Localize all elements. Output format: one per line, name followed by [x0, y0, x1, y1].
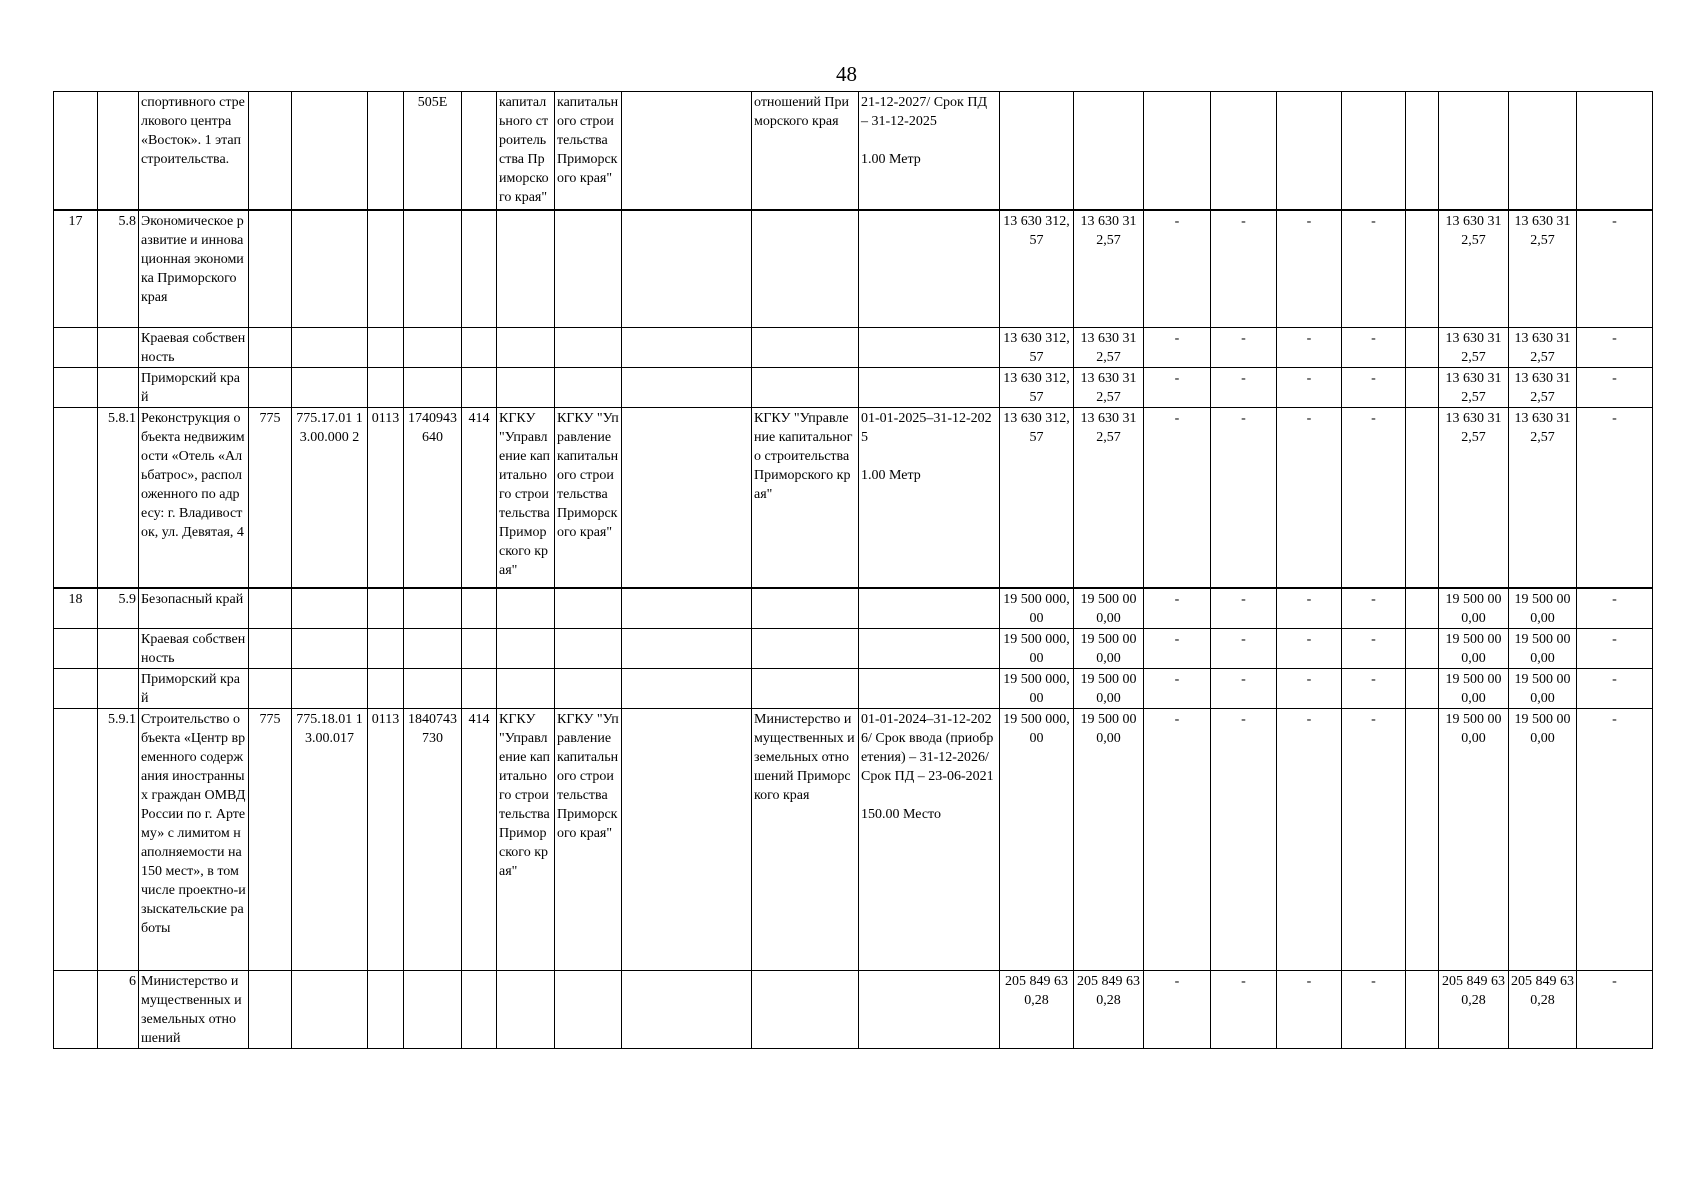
- responsible-body: [752, 328, 859, 368]
- developer: [555, 210, 622, 328]
- amount-year-1: -: [1144, 628, 1211, 668]
- amount-year-1: -: [1144, 668, 1211, 708]
- responsible-body: отношений Приморского края: [752, 92, 859, 210]
- responsible-body: [752, 210, 859, 328]
- amount-year-2: -: [1211, 628, 1277, 668]
- expense-type: [462, 210, 497, 328]
- expense-type: [462, 588, 497, 629]
- dates-text: 01-01-2024–31-12-2026/ Срок ввода (приобретения) – 31-12-2026/ Срок ПД – 23-06-2021: [861, 711, 994, 784]
- responsible-body: [752, 628, 859, 668]
- row-number: [54, 328, 98, 368]
- budget-amount: 13 630 312,57: [1074, 328, 1144, 368]
- blank-cell: [622, 368, 752, 408]
- row-code: 5.9.1: [98, 708, 139, 970]
- developer: КГКУ "Управление капитального строительства Приморского края": [555, 708, 622, 970]
- grbs-code: [249, 588, 292, 629]
- row-code: [98, 668, 139, 708]
- responsible-body: Министерство имущественных и земельных отношений Приморского края: [752, 708, 859, 970]
- blank-cell: [622, 210, 752, 328]
- dates-and-capacity: [859, 92, 1000, 210]
- amount-year-5: 13 630 312,57: [1439, 368, 1509, 408]
- expense-type: [462, 628, 497, 668]
- grbs-code: 775: [249, 708, 292, 970]
- responsible-body: [752, 588, 859, 629]
- amount-year-3: -: [1277, 368, 1342, 408]
- row-number: [54, 408, 98, 588]
- customer: [497, 368, 555, 408]
- total-amount: 13 630 312,57: [1000, 408, 1074, 588]
- blank-cell-2: [1406, 368, 1439, 408]
- dates-and-capacity: [859, 668, 1000, 708]
- responsible-body: КГКУ "Управление капитального строительства Приморского края": [752, 408, 859, 588]
- target-article: [292, 588, 368, 629]
- blank-cell-2: [1406, 210, 1439, 328]
- total-amount: [1000, 92, 1074, 210]
- table-row: [54, 408, 1653, 588]
- kbk-code: [404, 668, 462, 708]
- section-code: 0113: [368, 708, 404, 970]
- amount-year-4: -: [1342, 210, 1406, 328]
- grbs-code: [249, 628, 292, 668]
- budget-amount: 19 500 000,00: [1074, 668, 1144, 708]
- dates-and-capacity: [859, 328, 1000, 368]
- kbk-code: 505Е: [404, 92, 462, 210]
- kbk-code: [404, 210, 462, 328]
- amount-year-3: -: [1277, 328, 1342, 368]
- total-amount: 19 500 000,00: [1000, 588, 1074, 629]
- responsible-body: [752, 668, 859, 708]
- kbk-code: [404, 628, 462, 668]
- section-code: [368, 970, 404, 1048]
- capacity-text: 1.00 Метр: [861, 152, 921, 167]
- responsible-body: [752, 970, 859, 1048]
- dates-and-capacity: [859, 628, 1000, 668]
- amount-year-4: -: [1342, 588, 1406, 629]
- row-code: [98, 368, 139, 408]
- amount-remaining: -: [1577, 210, 1653, 328]
- row-number: 18: [54, 588, 98, 629]
- row-code: 5.9: [98, 588, 139, 629]
- target-article: [292, 970, 368, 1048]
- page-number: 48: [836, 62, 857, 86]
- kbk-code: 1740943640: [404, 408, 462, 588]
- blank-cell: [622, 92, 752, 210]
- row-code: [98, 628, 139, 668]
- blank-cell: [622, 408, 752, 588]
- blank-cell: [622, 708, 752, 970]
- customer: [497, 328, 555, 368]
- developer: [555, 588, 622, 629]
- grbs-code: 775: [249, 408, 292, 588]
- amount-year-4: -: [1342, 708, 1406, 970]
- amount-year-6: 19 500 000,00: [1509, 588, 1577, 629]
- amount-year-4: -: [1342, 408, 1406, 588]
- amount-year-6: 205 849 630,28: [1509, 970, 1577, 1048]
- kbk-code: [404, 368, 462, 408]
- grbs-code: [249, 328, 292, 368]
- amount-year-5: [1439, 92, 1509, 210]
- target-article: [292, 668, 368, 708]
- amount-year-1: -: [1144, 588, 1211, 629]
- dates-and-capacity: [859, 970, 1000, 1048]
- amount-year-2: -: [1211, 708, 1277, 970]
- row-code: 5.8: [98, 210, 139, 328]
- amount-year-4: -: [1342, 368, 1406, 408]
- amount-year-5: 13 630 312,57: [1439, 210, 1509, 328]
- amount-year-3: [1277, 92, 1342, 210]
- object-name: Реконструкция объекта недвижимости «Отель «Альбатрос», расположенного по адресу: г. Владивосток, ул. Девятая, 4: [139, 408, 249, 588]
- amount-year-6: [1509, 92, 1577, 210]
- amount-remaining: -: [1577, 668, 1653, 708]
- budget-amount: 13 630 312,57: [1074, 408, 1144, 588]
- amount-year-2: -: [1211, 588, 1277, 629]
- amount-year-5: 13 630 312,57: [1439, 328, 1509, 368]
- grbs-code: [249, 668, 292, 708]
- customer: КГКУ "Управление капитального строительства Приморского края": [497, 408, 555, 588]
- amount-year-6: 13 630 312,57: [1509, 328, 1577, 368]
- blank-cell: [622, 588, 752, 629]
- amount-year-5: 19 500 000,00: [1439, 588, 1509, 629]
- amount-year-1: -: [1144, 970, 1211, 1048]
- row-code: 5.8.1: [98, 408, 139, 588]
- table-row: [54, 210, 1653, 328]
- section-code: [368, 328, 404, 368]
- customer: [497, 970, 555, 1048]
- budget-amount: 13 630 312,57: [1074, 210, 1144, 328]
- developer: [555, 368, 622, 408]
- amount-year-3: -: [1277, 628, 1342, 668]
- total-amount: 13 630 312,57: [1000, 328, 1074, 368]
- customer: КГКУ "Управление капитального строительства Приморского края": [497, 708, 555, 970]
- blank-cell-2: [1406, 408, 1439, 588]
- blank-cell: [622, 668, 752, 708]
- target-article: [292, 92, 368, 210]
- row-number: [54, 628, 98, 668]
- amount-year-5: 19 500 000,00: [1439, 668, 1509, 708]
- table-row: [54, 628, 1653, 668]
- object-name: Экономическое развитие и инновационная экономика Приморского края: [139, 210, 249, 328]
- blank-cell: [622, 628, 752, 668]
- objects-table: [53, 91, 1653, 1049]
- target-article: [292, 628, 368, 668]
- grbs-code: [249, 368, 292, 408]
- developer: капитального строительства Приморского края": [555, 92, 622, 210]
- blank-cell-2: [1406, 92, 1439, 210]
- amount-year-2: -: [1211, 368, 1277, 408]
- amount-year-5: 205 849 630,28: [1439, 970, 1509, 1048]
- table-row: [54, 708, 1653, 970]
- row-number: [54, 92, 98, 210]
- object-name: Строительство объекта «Центр временного содержания иностранных граждан ОМВД России по г. Артему» с лимитом наполняемости на 150 мест», в том числе проектно-изыскательские работы: [139, 708, 249, 970]
- total-amount: 19 500 000,00: [1000, 668, 1074, 708]
- amount-year-4: -: [1342, 970, 1406, 1048]
- table-row: [54, 92, 1653, 210]
- amount-year-5: 19 500 000,00: [1439, 708, 1509, 970]
- amount-year-6: 19 500 000,00: [1509, 628, 1577, 668]
- table-body: [54, 92, 1653, 1049]
- row-code: [98, 92, 139, 210]
- kbk-code: [404, 588, 462, 629]
- row-code: [98, 328, 139, 368]
- total-amount: 19 500 000,00: [1000, 708, 1074, 970]
- row-number: 17: [54, 210, 98, 328]
- table-row: [54, 588, 1653, 629]
- expense-type: 414: [462, 708, 497, 970]
- target-article: 775.18.01 13.00.017: [292, 708, 368, 970]
- amount-year-1: -: [1144, 368, 1211, 408]
- blank-cell-2: [1406, 970, 1439, 1048]
- object-name: Приморский край: [139, 368, 249, 408]
- total-amount: 13 630 312,57: [1000, 368, 1074, 408]
- budget-amount: 19 500 000,00: [1074, 628, 1144, 668]
- amount-year-1: -: [1144, 328, 1211, 368]
- blank-cell: [622, 970, 752, 1048]
- section-code: [368, 368, 404, 408]
- amount-year-5: 13 630 312,57: [1439, 408, 1509, 588]
- amount-remaining: -: [1577, 328, 1653, 368]
- developer: [555, 628, 622, 668]
- object-name: спортивного стрелкового центра «Восток». 1 этап строительства.: [139, 92, 249, 210]
- target-article: 775.17.01 13.00.000 2: [292, 408, 368, 588]
- customer: [497, 588, 555, 629]
- section-code: [368, 588, 404, 629]
- dates-and-capacity: [859, 368, 1000, 408]
- expense-type: [462, 92, 497, 210]
- amount-remaining: -: [1577, 588, 1653, 629]
- total-amount: 13 630 312,57: [1000, 210, 1074, 328]
- budget-amount: 205 849 630,28: [1074, 970, 1144, 1048]
- amount-remaining: -: [1577, 628, 1653, 668]
- dates-and-capacity: [859, 708, 1000, 970]
- amount-year-6: 13 630 312,57: [1509, 210, 1577, 328]
- target-article: [292, 210, 368, 328]
- dates-text: 21-12-2027/ Срок ПД – 31-12-2025: [861, 95, 988, 129]
- amount-year-6: 13 630 312,57: [1509, 408, 1577, 588]
- capacity-text: 1.00 Метр: [861, 468, 921, 483]
- responsible-body: [752, 368, 859, 408]
- target-article: [292, 328, 368, 368]
- expense-type: 414: [462, 408, 497, 588]
- amount-year-5: 19 500 000,00: [1439, 628, 1509, 668]
- amount-remaining: -: [1577, 408, 1653, 588]
- object-name: Безопасный край: [139, 588, 249, 629]
- developer: [555, 328, 622, 368]
- blank-cell-2: [1406, 668, 1439, 708]
- amount-year-2: -: [1211, 970, 1277, 1048]
- blank-cell-2: [1406, 628, 1439, 668]
- amount-year-2: -: [1211, 408, 1277, 588]
- blank-cell-2: [1406, 328, 1439, 368]
- object-name: Краевая собственность: [139, 628, 249, 668]
- amount-year-1: -: [1144, 408, 1211, 588]
- amount-year-3: -: [1277, 970, 1342, 1048]
- dates-and-capacity: [859, 210, 1000, 328]
- amount-year-2: [1211, 92, 1277, 210]
- table-row: [54, 970, 1653, 1048]
- amount-year-2: -: [1211, 328, 1277, 368]
- row-number: [54, 368, 98, 408]
- target-article: [292, 368, 368, 408]
- total-amount: 19 500 000,00: [1000, 628, 1074, 668]
- blank-cell-2: [1406, 708, 1439, 970]
- amount-year-2: -: [1211, 668, 1277, 708]
- customer: [497, 668, 555, 708]
- object-name: Краевая собственность: [139, 328, 249, 368]
- blank-cell: [622, 328, 752, 368]
- amount-year-1: [1144, 92, 1211, 210]
- amount-year-1: -: [1144, 708, 1211, 970]
- table-row: [54, 328, 1653, 368]
- object-name: Приморский край: [139, 668, 249, 708]
- amount-year-3: -: [1277, 408, 1342, 588]
- amount-year-4: -: [1342, 668, 1406, 708]
- grbs-code: [249, 92, 292, 210]
- kbk-code: 1840743730: [404, 708, 462, 970]
- total-amount: 205 849 630,28: [1000, 970, 1074, 1048]
- expense-type: [462, 668, 497, 708]
- dates-and-capacity: [859, 408, 1000, 588]
- amount-remaining: -: [1577, 368, 1653, 408]
- section-code: [368, 668, 404, 708]
- kbk-code: [404, 328, 462, 368]
- expense-type: [462, 328, 497, 368]
- amount-year-4: -: [1342, 628, 1406, 668]
- amount-year-3: -: [1277, 210, 1342, 328]
- customer: [497, 210, 555, 328]
- budget-amount: 19 500 000,00: [1074, 708, 1144, 970]
- developer: КГКУ "Управление капитального строительства Приморского края": [555, 408, 622, 588]
- budget-amount: [1074, 92, 1144, 210]
- table-row: [54, 668, 1653, 708]
- section-code: [368, 210, 404, 328]
- expense-type: [462, 368, 497, 408]
- amount-year-6: 19 500 000,00: [1509, 668, 1577, 708]
- amount-year-4: [1342, 92, 1406, 210]
- row-code: 6: [98, 970, 139, 1048]
- amount-remaining: -: [1577, 970, 1653, 1048]
- section-code: [368, 92, 404, 210]
- amount-year-3: -: [1277, 708, 1342, 970]
- row-number: [54, 708, 98, 970]
- row-number: [54, 668, 98, 708]
- expense-type: [462, 970, 497, 1048]
- capacity-text: 150.00 Место: [861, 806, 941, 822]
- section-code: 0113: [368, 408, 404, 588]
- amount-year-6: 13 630 312,57: [1509, 368, 1577, 408]
- section-code: [368, 628, 404, 668]
- customer: [497, 628, 555, 668]
- kbk-code: [404, 970, 462, 1048]
- amount-year-6: 19 500 000,00: [1509, 708, 1577, 970]
- dates-text: 01-01-2025–31-12-2025: [861, 411, 992, 445]
- amount-year-2: -: [1211, 210, 1277, 328]
- table-row: [54, 368, 1653, 408]
- amount-year-4: -: [1342, 328, 1406, 368]
- amount-year-1: -: [1144, 210, 1211, 328]
- grbs-code: [249, 210, 292, 328]
- developer: [555, 668, 622, 708]
- blank-cell-2: [1406, 588, 1439, 629]
- amount-year-3: -: [1277, 588, 1342, 629]
- object-name: Министерство имущественных и земельных отношений: [139, 970, 249, 1048]
- developer: [555, 970, 622, 1048]
- amount-year-3: -: [1277, 668, 1342, 708]
- budget-amount: 19 500 000,00: [1074, 588, 1144, 629]
- grbs-code: [249, 970, 292, 1048]
- amount-remaining: [1577, 92, 1653, 210]
- amount-remaining: -: [1577, 708, 1653, 970]
- budget-amount: 13 630 312,57: [1074, 368, 1144, 408]
- row-number: [54, 970, 98, 1048]
- customer: капитального строительства Приморского края": [497, 92, 555, 210]
- dates-and-capacity: [859, 588, 1000, 629]
